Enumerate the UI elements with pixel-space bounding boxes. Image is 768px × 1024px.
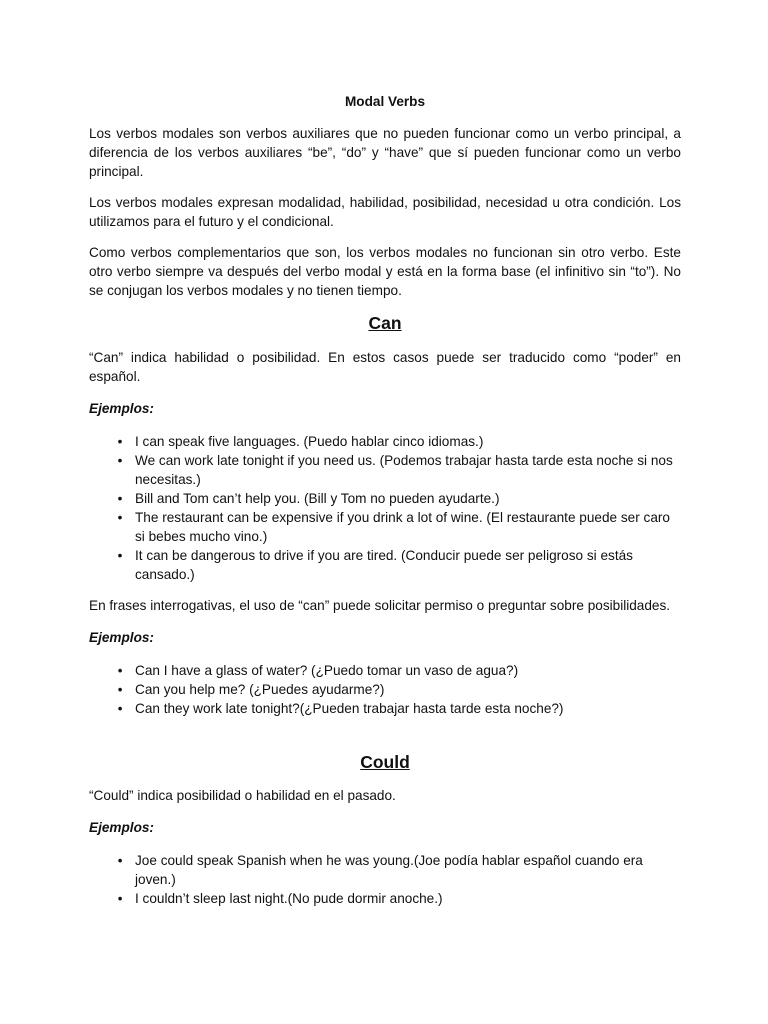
bullet-icon: • xyxy=(117,434,123,449)
list-item xyxy=(89,432,681,451)
list-item xyxy=(89,699,681,718)
section-heading-could: Could xyxy=(360,752,410,772)
bullet-icon: • xyxy=(117,701,123,716)
could-examples-list xyxy=(89,851,681,908)
list-item xyxy=(89,546,681,584)
could-description: “Could” indica posibilidad o habilidad en el pasado. xyxy=(89,788,396,803)
document-title: Modal Verbs xyxy=(344,94,426,109)
can-questions-description: En frases interrogativas, el uso de “can” puede solicitar permiso o preguntar sobre posibilidades. xyxy=(89,598,671,613)
list-item xyxy=(89,489,681,508)
bullet-icon: • xyxy=(117,510,123,525)
list-item-text: I can speak five languages. (Puedo hablar cinco idiomas.) xyxy=(135,434,484,449)
list-item-text: The restaurant can be expensive if you drink a lot of wine. (El restaurante puede ser caro si bebes mucho vino.) xyxy=(135,510,670,544)
list-item-text: We can work late tonight if you need us. (Podemos trabajar hasta tarde esta noche si nos necesitas.) xyxy=(135,453,673,487)
list-item xyxy=(89,851,681,889)
document-page xyxy=(89,92,681,920)
bullet-icon: • xyxy=(117,853,123,868)
list-item xyxy=(89,451,681,489)
bullet-icon: • xyxy=(117,682,123,697)
bullet-icon: • xyxy=(117,453,123,468)
bullet-icon: • xyxy=(117,663,123,678)
list-item xyxy=(89,508,681,546)
section-heading-can: Can xyxy=(368,313,402,333)
list-item-text: Bill and Tom can’t help you. (Bill y Tom no pueden ayudarte.) xyxy=(135,491,500,506)
list-item xyxy=(89,661,681,680)
bullet-icon: • xyxy=(117,891,123,906)
list-item xyxy=(89,680,681,699)
list-item-text: Can they work late tonight?(¿Pueden trabajar hasta tarde esta noche?) xyxy=(135,701,564,716)
bullet-icon: • xyxy=(117,548,123,563)
intro-paragraph: Los verbos modales son verbos auxiliares que no pueden funcionar como un verbo principal, a diferencia de los verbos auxiliares “be”, “do” y “have” que sí pueden funcionar como un verbo principal. xyxy=(89,126,681,179)
can-questions-list xyxy=(89,661,681,718)
list-item xyxy=(89,889,681,908)
list-item-text: Can I have a glass of water? (¿Puedo tomar un vaso de agua?) xyxy=(135,663,519,678)
bullet-icon: • xyxy=(117,491,123,506)
list-item-text: It can be dangerous to drive if you are tired. (Conducir puede ser peligroso si estás cansado.) xyxy=(135,548,633,582)
list-item-text: I couldn’t sleep last night.(No pude dormir anoche.) xyxy=(135,891,443,906)
can-examples-list xyxy=(89,432,681,584)
can-questions-label: Ejemplos: xyxy=(89,630,154,645)
intro-paragraph: Los verbos modales expresan modalidad, habilidad, posibilidad, necesidad u otra condición. Los utilizamos para el futuro y el condicional. xyxy=(89,195,681,229)
could-examples-label: Ejemplos: xyxy=(89,820,154,835)
can-examples-label: Ejemplos: xyxy=(89,401,154,416)
intro-paragraph: Como verbos complementarios que son, los verbos modales no funcionan sin otro verbo. Este otro verbo siempre va después del verbo modal y está en la forma base (el infinitivo sin “to”). No se conjugan los verbos modales y no tienen tiempo. xyxy=(89,245,681,298)
list-item-text: Joe could speak Spanish when he was young.(Joe podía hablar español cuando era joven.) xyxy=(135,853,643,887)
can-description: “Can” indica habilidad o posibilidad. En estos casos puede ser traducido como “poder” en español. xyxy=(89,350,681,384)
list-item-text: Can you help me? (¿Puedes ayudarme?) xyxy=(135,682,385,697)
